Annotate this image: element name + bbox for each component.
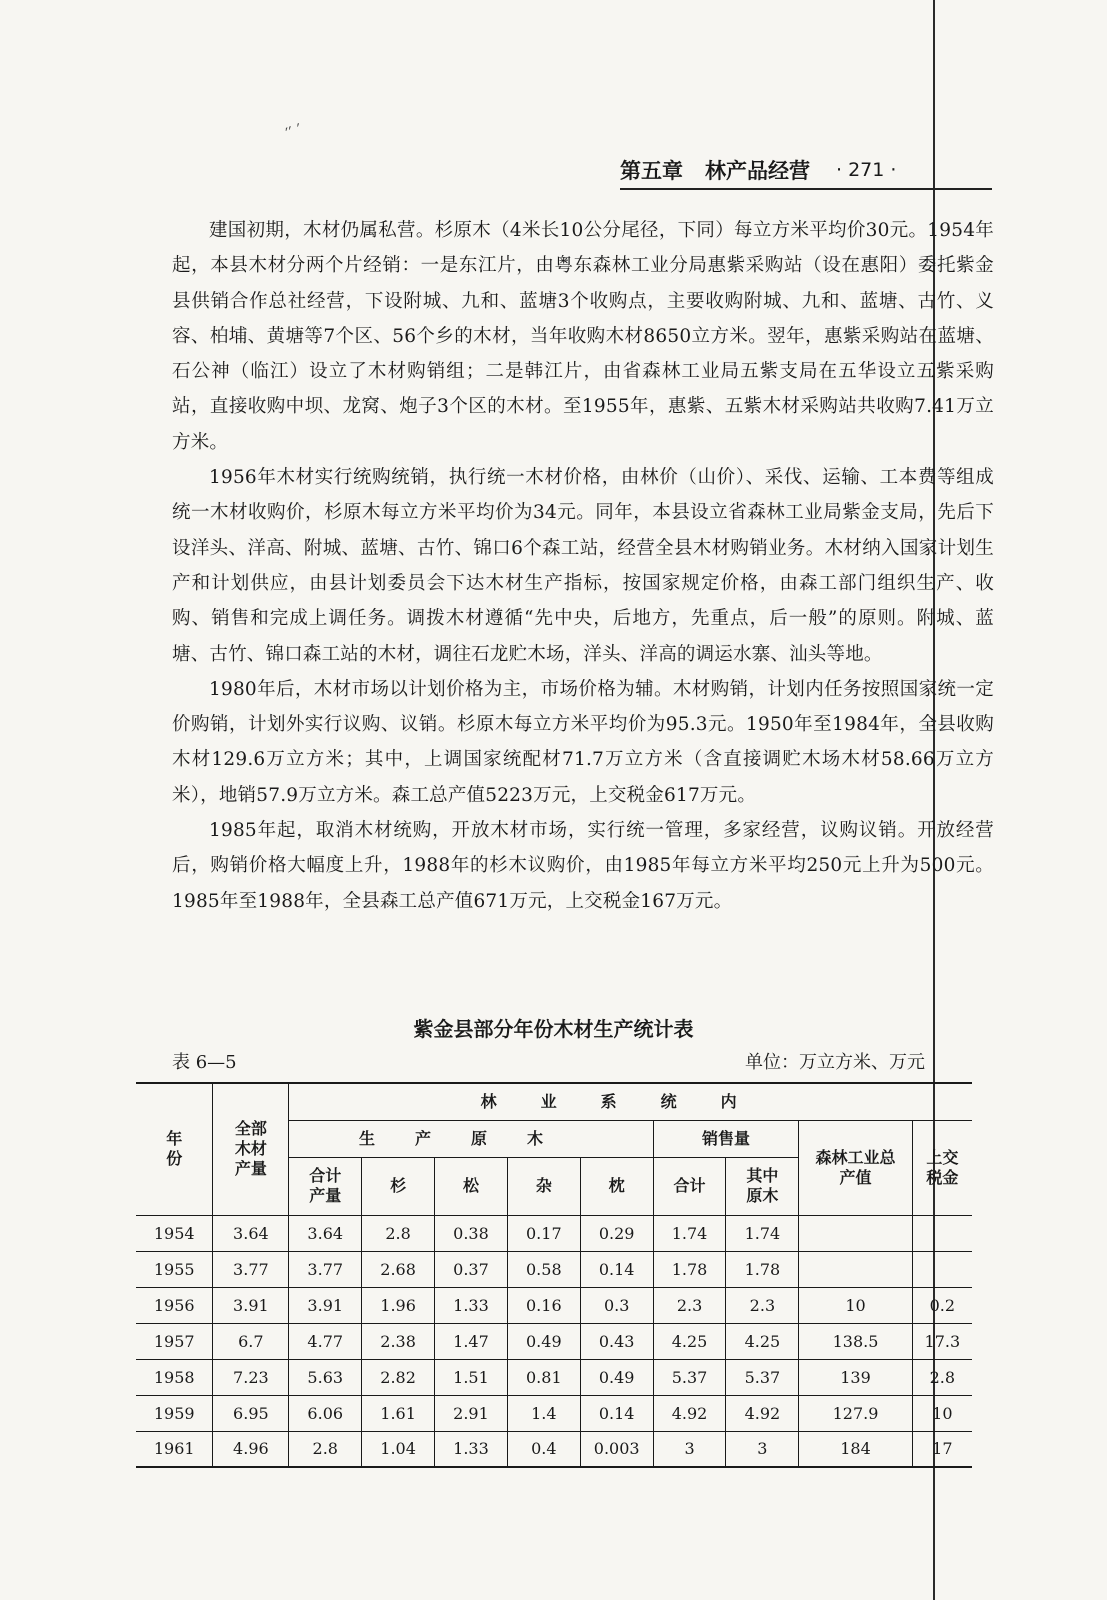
header-tax: 上交税金	[912, 1120, 972, 1215]
page-header	[620, 152, 992, 190]
table-cell: 6.7	[213, 1323, 289, 1359]
table-cell: 3	[726, 1431, 799, 1467]
table-cell: 1961	[136, 1431, 213, 1467]
table-cell: 1.33	[435, 1287, 508, 1323]
table-cell	[912, 1251, 972, 1287]
table-cell: 10	[912, 1395, 972, 1431]
header-misc: 杂	[507, 1157, 580, 1215]
paragraph-4: 1985年起，取消木材统购，开放木材市场，实行统一管理，多家经营，议购议销。开放经营后，购销价格大幅度上升，1988年的杉木议购价，由1985年每立方米平均250元上升为500元。1985年至1988年，全县森工总产值671万元，上交税金167万元。	[172, 820, 994, 912]
scan-speck: ′′ ′	[283, 119, 305, 144]
header-output-value: 森林工业总产值	[799, 1120, 912, 1215]
table-cell: 184	[799, 1431, 912, 1467]
table-cell: 1.78	[726, 1251, 799, 1287]
table-cell: 1.96	[362, 1287, 435, 1323]
table-cell: 3.64	[213, 1215, 289, 1251]
table-cell: 0.38	[435, 1215, 508, 1251]
table-cell: 1.47	[435, 1323, 508, 1359]
header-year: 年份	[136, 1083, 213, 1215]
table-cell: 138.5	[799, 1323, 912, 1359]
table-cell: 0.81	[507, 1359, 580, 1395]
paragraph-2: 1956年木材实行统购统销，执行统一木材价格，由林价（山价）、采伐、运输、工本费等组成统一木材收购价，杉原木每立方米平均价为34元。同年，本县设立省森林工业局紫金支局，先后下设洋头、洋高、附城、蓝塘、古竹、锦口6个森工站，经营全县木材购销业务。木材纳入国家计划生产和计划供应，由县计划委员会下达木材生产指标，按国家规定价格，由森工部门组织生产、收购、销售和完成上调任务。调拨木材遵循“先中央，后地方，先重点，后一般”的原则。附城、蓝塘、古竹、锦口森工站的木材，调往石龙贮木场，洋头、洋高的调运水寨、汕头等地。	[172, 467, 994, 665]
table-cell: 0.16	[507, 1287, 580, 1323]
table-cell: 1954	[136, 1215, 213, 1251]
table-cell: 1956	[136, 1287, 213, 1323]
header-sales-total: 合计	[653, 1157, 726, 1215]
paragraph-3: 1980年后，木材市场以计划价格为主，市场价格为辅。木材购销，计划内任务按照国家统一定价购销，计划外实行议购、议销。杉原木每立方米平均价为95.3元。1950年至1984年，全县收购木材129.6万立方米；其中，上调国家统配材71.7万立方米（含直接调贮木场木材58.66万立方米），地销57.9万立方米。森工总产值5223万元，上交税金617万元。	[172, 678, 994, 806]
timber-table	[136, 1082, 972, 1468]
table-cell: 3.91	[289, 1287, 362, 1323]
section-title: 林产品经营	[705, 159, 810, 183]
table-cell: 0.14	[580, 1251, 653, 1287]
table-cell: 6.06	[289, 1395, 362, 1431]
table-cell: 139	[799, 1359, 912, 1395]
table-cell: 4.25	[653, 1323, 726, 1359]
table-cell: 2.8	[289, 1431, 362, 1467]
table-unit: 单位：万立方米、万元	[745, 1052, 925, 1073]
header-sales: 销售量	[653, 1120, 799, 1157]
table-cell: 4.96	[213, 1431, 289, 1467]
table-cell: 1.4	[507, 1395, 580, 1431]
table-cell: 5.63	[289, 1359, 362, 1395]
table-cell: 5.37	[653, 1359, 726, 1395]
page-number: · 271 ·	[836, 159, 897, 181]
header-vert-timber: 枕	[580, 1157, 653, 1215]
table-cell: 5.37	[726, 1359, 799, 1395]
header-pine: 松	[435, 1157, 508, 1215]
header-sales-logs: 其中原木	[726, 1157, 799, 1215]
table-cell	[912, 1215, 972, 1251]
table-cell: 1958	[136, 1359, 213, 1395]
table-cell: 3.77	[289, 1251, 362, 1287]
header-production: 生产原木	[289, 1120, 653, 1157]
table-cell: 4.92	[726, 1395, 799, 1431]
table-cell: 0.003	[580, 1431, 653, 1467]
table-cell: 1957	[136, 1323, 213, 1359]
table-number: 表 6—5	[172, 1052, 237, 1073]
table-cell: 0.2	[912, 1287, 972, 1323]
table-cell: 1959	[136, 1395, 213, 1431]
table-cell: 0.43	[580, 1323, 653, 1359]
table-row	[136, 1431, 972, 1467]
table-cell: 0.3	[580, 1287, 653, 1323]
header-fir: 杉	[362, 1157, 435, 1215]
table-cell: 2.3	[653, 1287, 726, 1323]
paragraph-1: 建国初期，木材仍属私营。杉原木（4米长10公分尾径，下同）每立方米平均价30元。1954年起，本县木材分两个片经销：一是东江片，由粤东森林工业分局惠紫采购站（设在惠阳）委托紫金县供销合作总社经营，下设附城、九和、蓝塘3个收购点，主要收购附城、九和、蓝塘、古竹、义容、柏埔、黄塘等7个区、56个乡的木材，当年收购木材8650立方米。翌年，惠紫采购站在蓝塘、石公神（临江）设立了木材购销组；二是韩江片，由省森林工业局五紫支局在五华设立五紫采购站，直接收购中坝、龙窝、炮子3个区的木材。至1955年，惠紫、五紫木材采购站共收购7.41万立方米。	[172, 220, 994, 453]
table-cell: 0.49	[507, 1323, 580, 1359]
table-cell: 2.8	[362, 1215, 435, 1251]
table-cell: 1955	[136, 1251, 213, 1287]
table-cell: 1.51	[435, 1359, 508, 1395]
table-cell: 1.74	[726, 1215, 799, 1251]
table-cell: 1.78	[653, 1251, 726, 1287]
table-cell: 0.58	[507, 1251, 580, 1287]
chapter-label: 第五章	[620, 159, 683, 183]
table-cell: 4.92	[653, 1395, 726, 1431]
table-row	[136, 1287, 972, 1323]
table-title: 紫金县部分年份木材生产统计表	[413, 1017, 694, 1041]
table-cell: 127.9	[799, 1395, 912, 1431]
table-cell: 3.77	[213, 1251, 289, 1287]
table-cell: 0.37	[435, 1251, 508, 1287]
table-cell: 1.04	[362, 1431, 435, 1467]
table-cell	[799, 1215, 912, 1251]
table-cell: 0.17	[507, 1215, 580, 1251]
header-total: 全部木材产量	[213, 1083, 289, 1215]
table-cell: 6.95	[213, 1395, 289, 1431]
table-row	[136, 1251, 972, 1287]
table-cell: 2.82	[362, 1359, 435, 1395]
table-cell: 2.91	[435, 1395, 508, 1431]
table-cell: 3.64	[289, 1215, 362, 1251]
table-cell: 2.8	[912, 1359, 972, 1395]
table-cell: 1.33	[435, 1431, 508, 1467]
table-cell: 17	[912, 1431, 972, 1467]
table-cell: 0.14	[580, 1395, 653, 1431]
table-cell: 0.49	[580, 1359, 653, 1395]
table-cell: 2.38	[362, 1323, 435, 1359]
table-cell: 3.91	[213, 1287, 289, 1323]
table-cell: 7.23	[213, 1359, 289, 1395]
table-cell: 17.3	[912, 1323, 972, 1359]
table-row	[136, 1359, 972, 1395]
table-cell: 4.25	[726, 1323, 799, 1359]
table-cell: 0.4	[507, 1431, 580, 1467]
table-cell: 1.61	[362, 1395, 435, 1431]
table-body	[136, 1215, 972, 1467]
table-cell: 2.3	[726, 1287, 799, 1323]
header-subtotal: 合计产量	[289, 1157, 362, 1215]
table-cell: 1.74	[653, 1215, 726, 1251]
body-text	[172, 213, 994, 919]
table-cell: 3	[653, 1431, 726, 1467]
table-cell: 2.68	[362, 1251, 435, 1287]
table-cell	[799, 1251, 912, 1287]
table-cell: 4.77	[289, 1323, 362, 1359]
table-cell: 10	[799, 1287, 912, 1323]
table-row	[136, 1323, 972, 1359]
table-cell: 0.29	[580, 1215, 653, 1251]
table-row	[136, 1395, 972, 1431]
table-row	[136, 1215, 972, 1251]
header-forestry-system: 林业系统内	[289, 1083, 972, 1120]
